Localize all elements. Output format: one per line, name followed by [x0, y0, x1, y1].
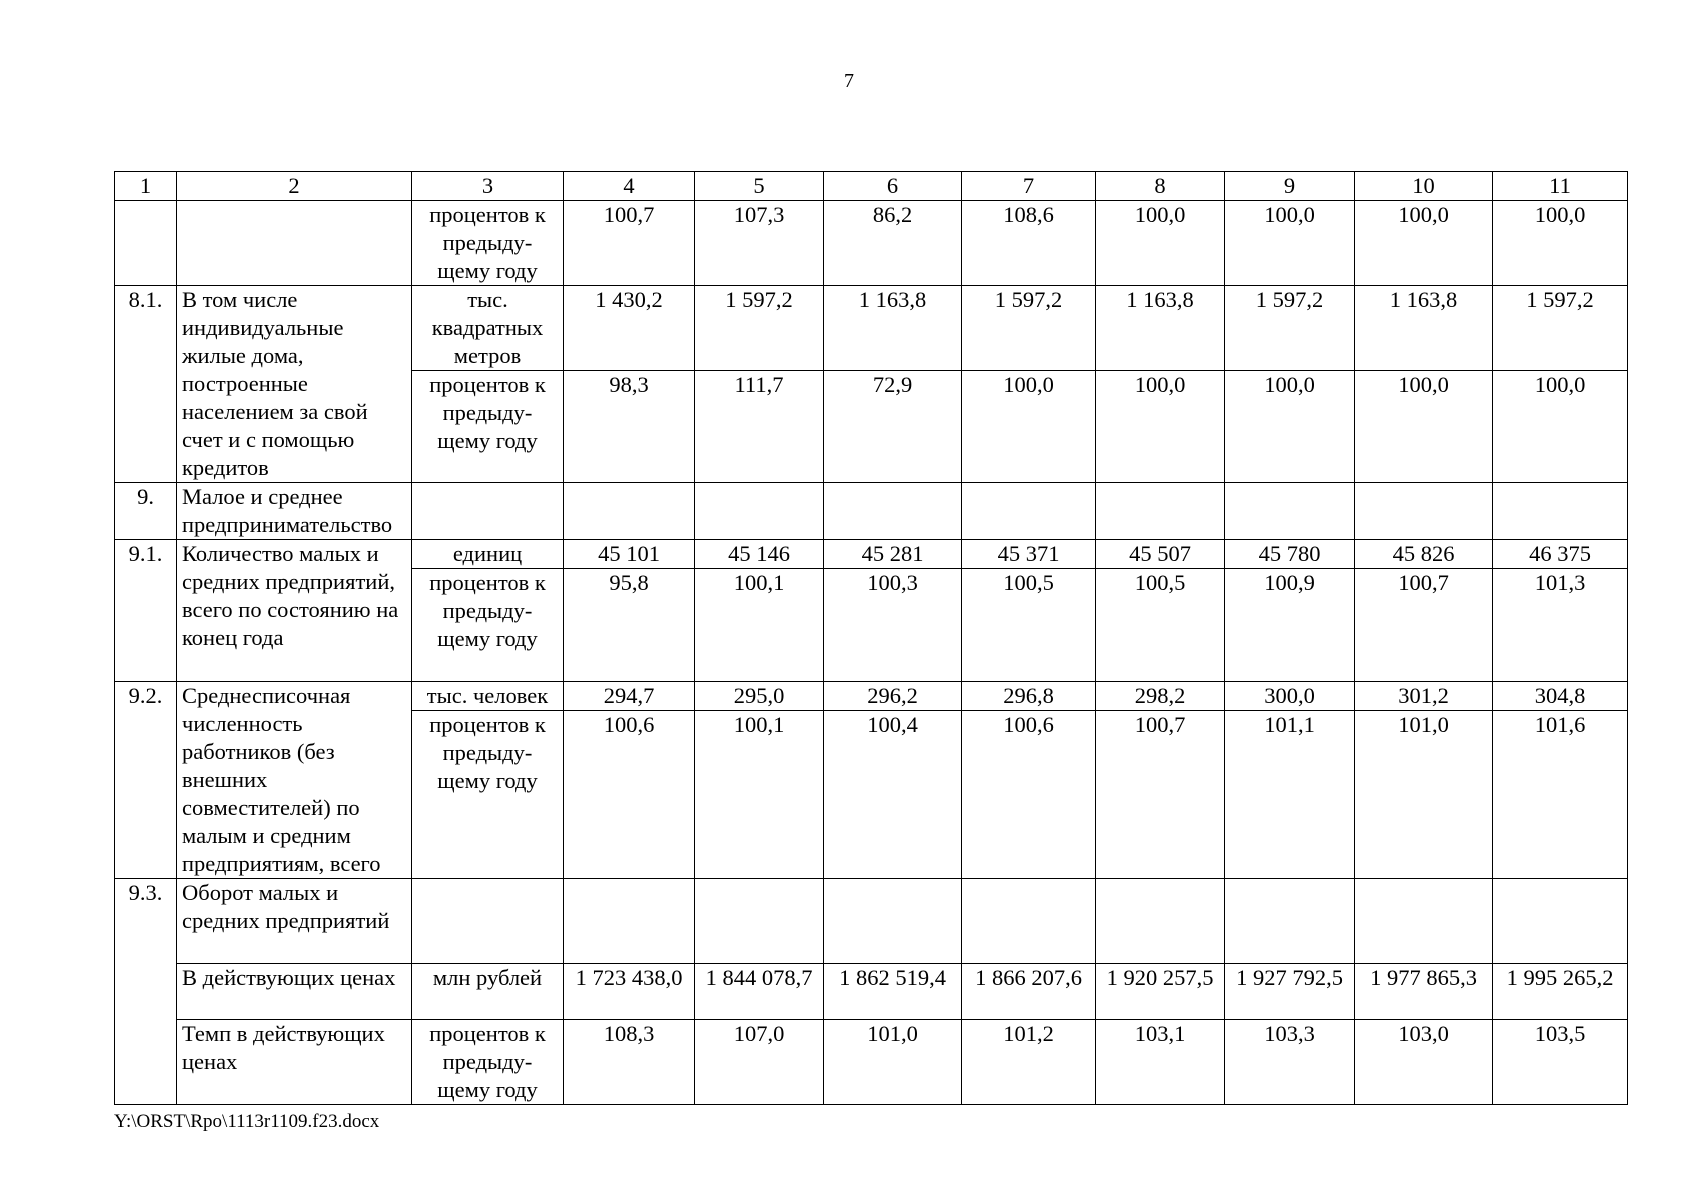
value-cell: 100,0 [1225, 371, 1355, 483]
unit-cell: тыс. человек [412, 682, 564, 711]
value-cell: 1 430,2 [564, 286, 695, 371]
value-cell [1225, 879, 1355, 964]
value-cell: 101,6 [1493, 711, 1628, 879]
value-cell: 100,6 [564, 711, 695, 879]
value-cell: 101,3 [1493, 569, 1628, 682]
table-row [115, 540, 1628, 569]
indicator-name: Малое и среднее предпринимательство [177, 483, 412, 540]
value-cell: 45 507 [1096, 540, 1225, 569]
value-cell: 1 597,2 [1493, 286, 1628, 371]
header-cell: 8 [1096, 172, 1225, 201]
indicator-name: Темп в действующих ценах [177, 1020, 412, 1105]
header-cell: 3 [412, 172, 564, 201]
value-cell: 1 163,8 [1096, 286, 1225, 371]
header-cell: 11 [1493, 172, 1628, 201]
value-cell: 101,0 [824, 1020, 962, 1105]
value-cell [1355, 879, 1493, 964]
header-row [115, 172, 1628, 201]
value-cell: 298,2 [1096, 682, 1225, 711]
unit-cell: млн рублей [412, 964, 564, 1020]
value-cell [695, 879, 824, 964]
value-cell: 98,3 [564, 371, 695, 483]
value-cell [824, 879, 962, 964]
value-cell: 100,6 [962, 711, 1096, 879]
table-row [115, 682, 1628, 711]
row-number: 9.2. [115, 682, 177, 879]
value-cell: 108,6 [962, 201, 1096, 286]
value-cell: 100,0 [1096, 201, 1225, 286]
value-cell: 100,3 [824, 569, 962, 682]
table-row [115, 964, 1628, 1020]
indicator-name: Количество малых и средних предприятий, всего по состоянию на конец года [177, 540, 412, 682]
unit-cell: процентов к предыду- щему году [412, 201, 564, 286]
page-number: 7 [844, 70, 854, 92]
indicator-name: В том числе индивидуальные жилые дома, построенные населением за свой счет и с помощью кредитов [177, 286, 412, 483]
header-cell: 2 [177, 172, 412, 201]
unit-cell [412, 879, 564, 964]
unit-cell [412, 483, 564, 540]
value-cell: 107,3 [695, 201, 824, 286]
value-cell [564, 879, 695, 964]
value-cell [1096, 879, 1225, 964]
value-cell: 45 780 [1225, 540, 1355, 569]
value-cell: 100,9 [1225, 569, 1355, 682]
value-cell: 301,2 [1355, 682, 1493, 711]
header-cell: 4 [564, 172, 695, 201]
header-cell: 6 [824, 172, 962, 201]
value-cell: 100,5 [962, 569, 1096, 682]
unit-cell: тыс. квадратных метров [412, 286, 564, 371]
unit-cell: единиц [412, 540, 564, 569]
value-cell: 103,5 [1493, 1020, 1628, 1105]
value-cell: 100,1 [695, 569, 824, 682]
value-cell [824, 483, 962, 540]
row-number: 8.1. [115, 286, 177, 483]
table-row [115, 201, 1628, 286]
value-cell: 101,2 [962, 1020, 1096, 1105]
table-row [115, 879, 1628, 964]
value-cell [564, 483, 695, 540]
value-cell: 103,3 [1225, 1020, 1355, 1105]
row-number: 9.1. [115, 540, 177, 682]
value-cell: 1 597,2 [1225, 286, 1355, 371]
document-file-path: Y:\ORST\Rpo\1113r1109.f23.docx [114, 1111, 380, 1132]
unit-cell: процентов к предыду- щему году [412, 1020, 564, 1105]
value-cell: 304,8 [1493, 682, 1628, 711]
value-cell: 295,0 [695, 682, 824, 711]
value-cell [962, 879, 1096, 964]
value-cell: 101,0 [1355, 711, 1493, 879]
value-cell: 1 597,2 [695, 286, 824, 371]
value-cell: 86,2 [824, 201, 962, 286]
value-cell: 111,7 [695, 371, 824, 483]
value-cell: 45 101 [564, 540, 695, 569]
value-cell: 45 146 [695, 540, 824, 569]
indicator-name: Среднесписочная численность работников (без внешних совместителей) по малым и средним предприятиям, всего [177, 682, 412, 879]
value-cell: 95,8 [564, 569, 695, 682]
row-number [115, 201, 177, 286]
unit-cell: процентов к предыду- щему году [412, 569, 564, 682]
value-cell: 103,0 [1355, 1020, 1493, 1105]
indicator-name [177, 201, 412, 286]
header-cell: 5 [695, 172, 824, 201]
value-cell [1493, 879, 1628, 964]
value-cell: 107,0 [695, 1020, 824, 1105]
table-row [115, 483, 1628, 540]
value-cell [962, 483, 1096, 540]
value-cell: 45 371 [962, 540, 1096, 569]
indicator-name: В действующих ценах [177, 964, 412, 1020]
row-number: 9.3. [115, 879, 177, 1105]
unit-cell: процентов к предыду- щему году [412, 711, 564, 879]
value-cell: 1 844 078,7 [695, 964, 824, 1020]
header-cell: 1 [115, 172, 177, 201]
indicator-name: Оборот малых и средних предприятий [177, 879, 412, 964]
value-cell: 45 281 [824, 540, 962, 569]
value-cell: 300,0 [1225, 682, 1355, 711]
value-cell: 100,1 [695, 711, 824, 879]
header-cell: 7 [962, 172, 1096, 201]
table-row [115, 1020, 1628, 1105]
value-cell: 1 163,8 [1355, 286, 1493, 371]
value-cell [1493, 483, 1628, 540]
value-cell: 100,7 [1355, 569, 1493, 682]
value-cell: 296,2 [824, 682, 962, 711]
value-cell: 1 866 207,6 [962, 964, 1096, 1020]
value-cell: 100,0 [1355, 201, 1493, 286]
value-cell: 100,0 [962, 371, 1096, 483]
value-cell: 100,5 [1096, 569, 1225, 682]
indicators-table [114, 171, 1628, 1105]
value-cell: 72,9 [824, 371, 962, 483]
value-cell: 100,0 [1355, 371, 1493, 483]
header-cell: 9 [1225, 172, 1355, 201]
value-cell: 1 723 438,0 [564, 964, 695, 1020]
value-cell: 1 920 257,5 [1096, 964, 1225, 1020]
value-cell [1096, 483, 1225, 540]
row-number: 9. [115, 483, 177, 540]
value-cell: 296,8 [962, 682, 1096, 711]
value-cell: 100,7 [1096, 711, 1225, 879]
value-cell: 1 927 792,5 [1225, 964, 1355, 1020]
value-cell: 294,7 [564, 682, 695, 711]
value-cell: 46 375 [1493, 540, 1628, 569]
value-cell: 1 995 265,2 [1493, 964, 1628, 1020]
value-cell [695, 483, 824, 540]
value-cell: 100,4 [824, 711, 962, 879]
value-cell: 1 862 519,4 [824, 964, 962, 1020]
value-cell: 1 977 865,3 [1355, 964, 1493, 1020]
unit-cell: процентов к предыду- щему году [412, 371, 564, 483]
value-cell: 100,0 [1096, 371, 1225, 483]
value-cell [1355, 483, 1493, 540]
value-cell: 108,3 [564, 1020, 695, 1105]
value-cell [1225, 483, 1355, 540]
value-cell: 45 826 [1355, 540, 1493, 569]
value-cell: 100,7 [564, 201, 695, 286]
header-cell: 10 [1355, 172, 1493, 201]
value-cell: 100,0 [1493, 201, 1628, 286]
value-cell: 103,1 [1096, 1020, 1225, 1105]
value-cell: 100,0 [1493, 371, 1628, 483]
value-cell: 100,0 [1225, 201, 1355, 286]
value-cell: 101,1 [1225, 711, 1355, 879]
value-cell: 1 597,2 [962, 286, 1096, 371]
value-cell: 1 163,8 [824, 286, 962, 371]
table-row [115, 286, 1628, 371]
